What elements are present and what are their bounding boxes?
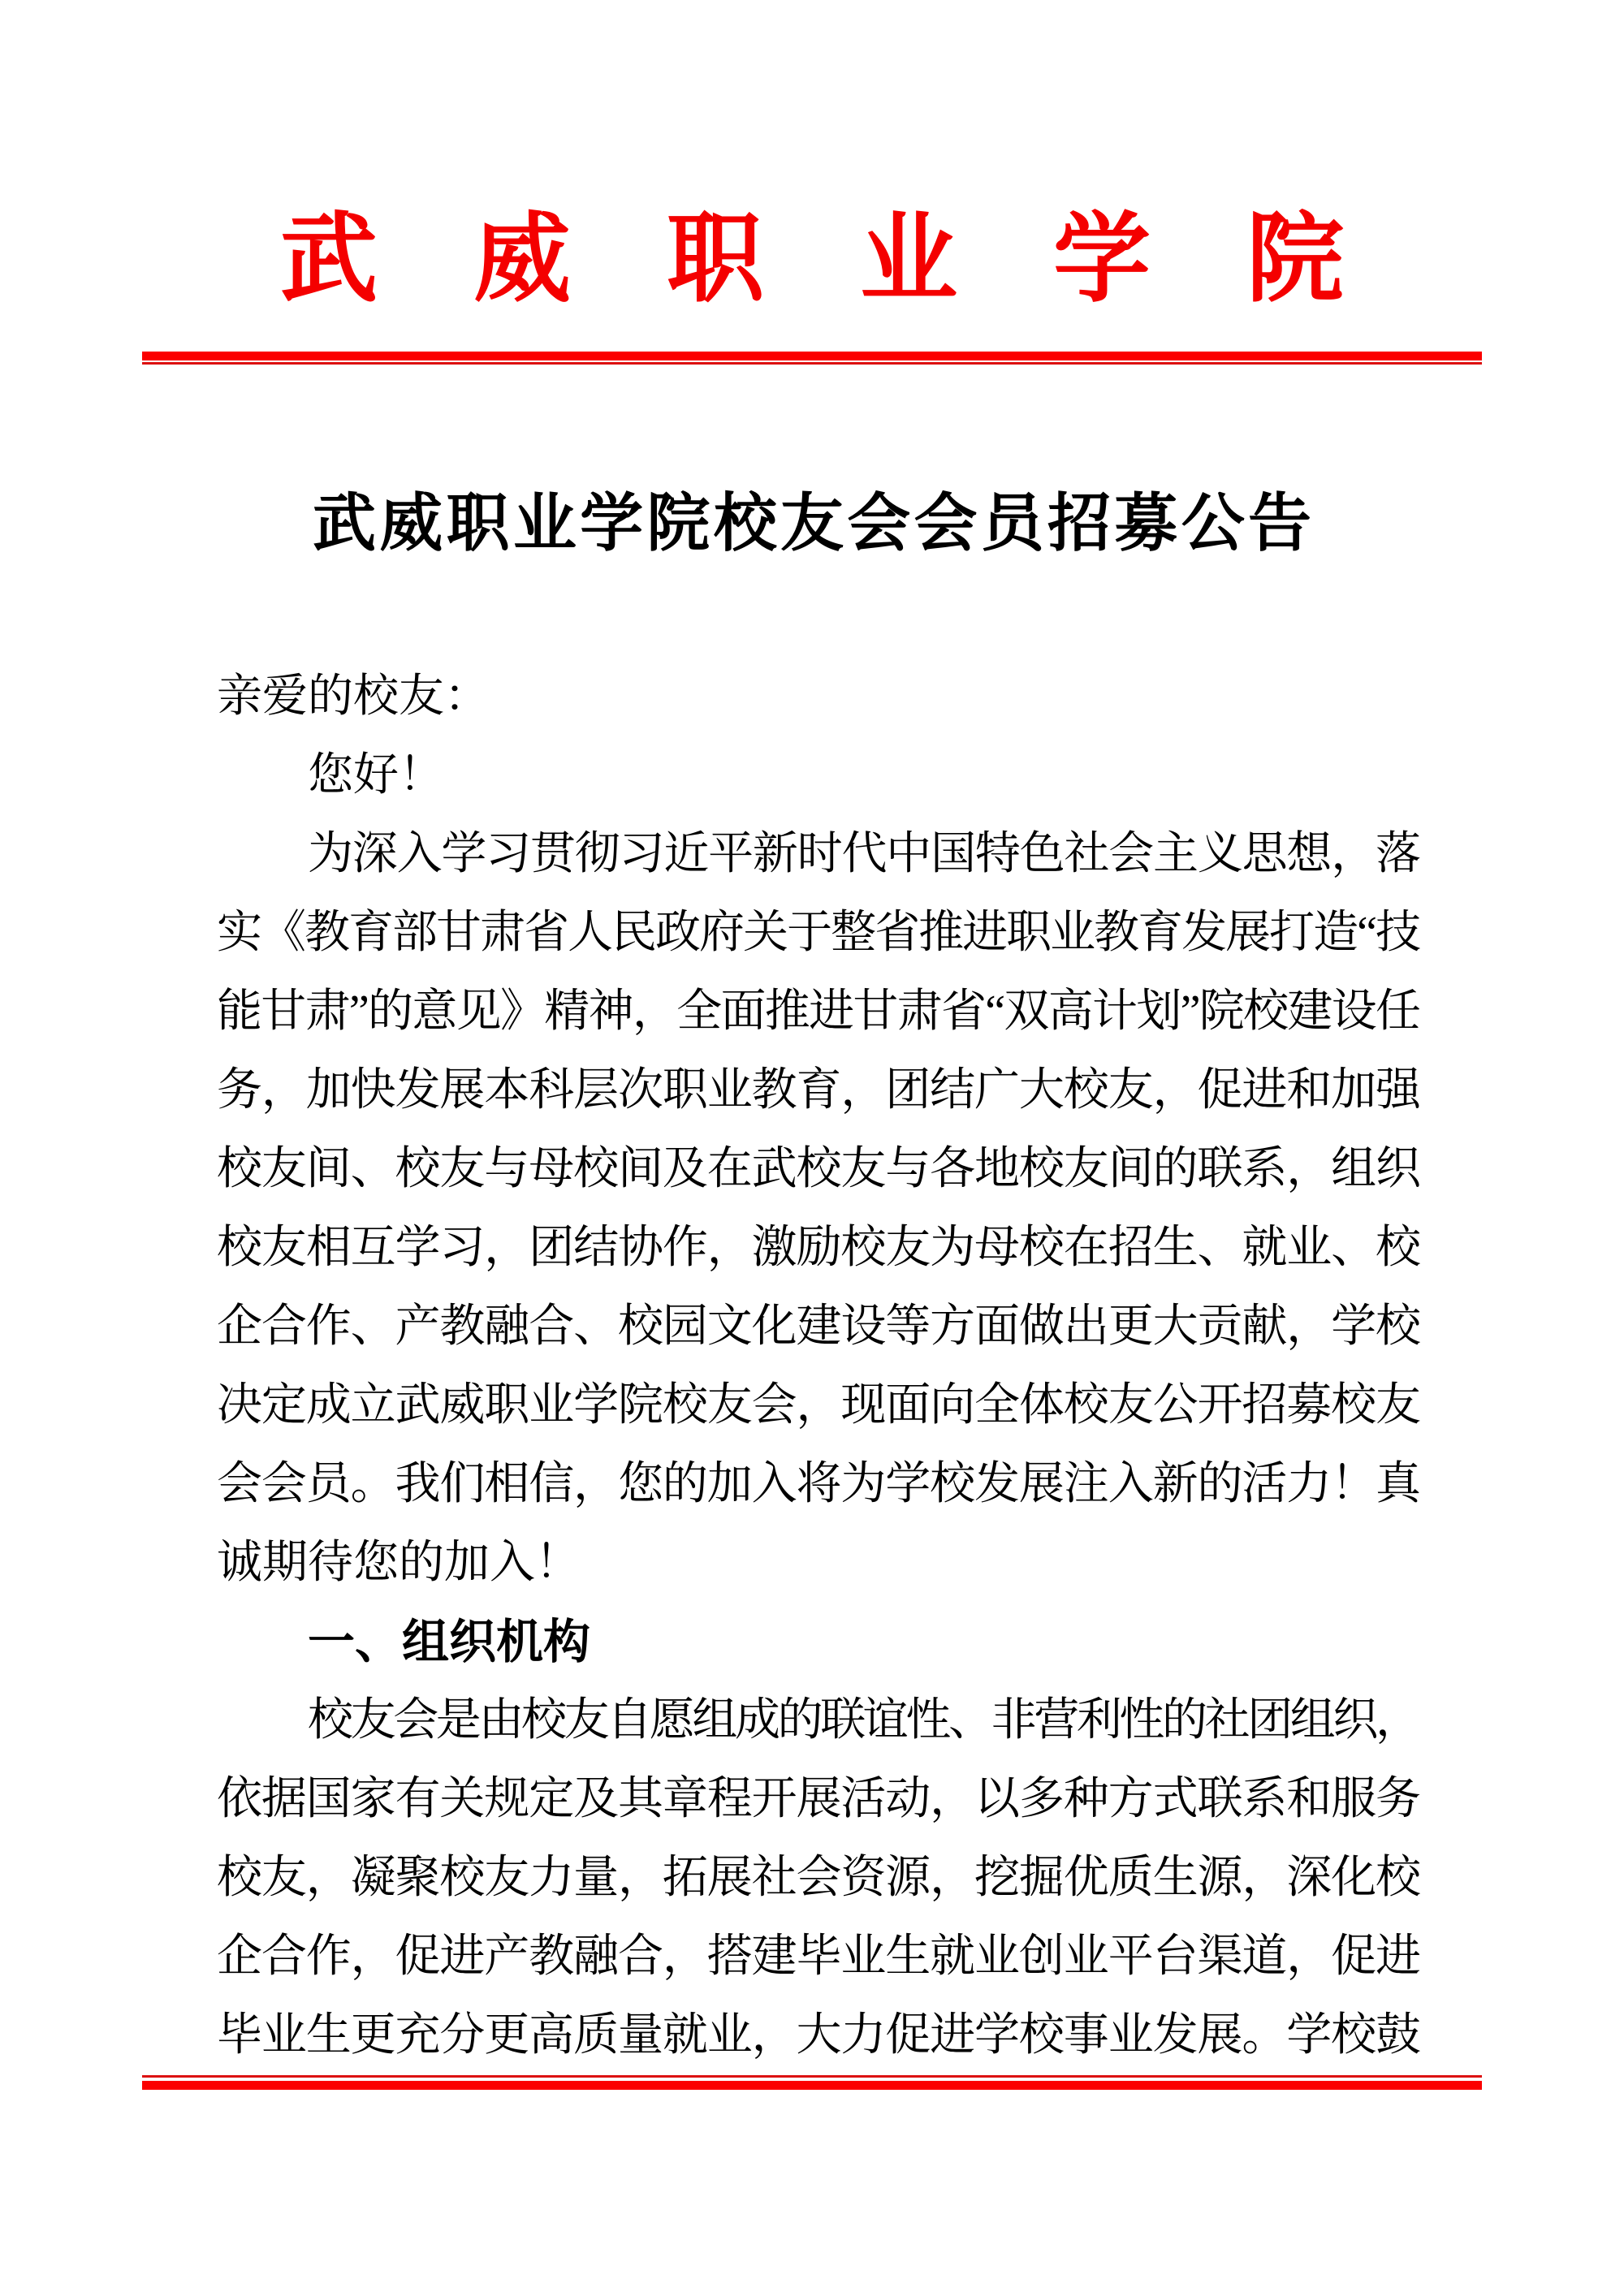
section-heading: 一、组织机构 xyxy=(308,1616,591,1668)
header-divider-thick-line xyxy=(142,352,1482,360)
header-divider xyxy=(142,352,1482,365)
paragraph-line: 企合作，促进产教融合，搭建毕业生就业创业平台渠道，促进 xyxy=(217,1931,1420,1982)
paragraph-line: 企合作、产教融合、校园文化建设等方面做出更大贡献，学校 xyxy=(217,1301,1420,1352)
paragraph-line: 能甘肃”的意见》精神，全面推进甘肃省“双高计划”院校建设任 xyxy=(217,986,1420,1037)
salutation: 亲爱的校友： xyxy=(217,671,490,722)
paragraph-line: 决定成立武威职业学院校友会，现面向全体校友公开招募校友 xyxy=(217,1380,1420,1431)
paragraph-line: 校友，凝聚校友力量，拓展社会资源，挖掘优质生源，深化校 xyxy=(217,1853,1420,1903)
paragraph-line: 实《教育部甘肃省人民政府关于整省推进职业教育发展打造“技 xyxy=(217,908,1420,958)
footer-divider-thick-line xyxy=(142,2081,1482,2090)
header-divider-thin-line xyxy=(142,362,1482,365)
paragraph-line: 依据国家有关规定及其章程开展活动，以多种方式联系和服务 xyxy=(217,1774,1420,1824)
announcement-body xyxy=(217,658,1421,2075)
paragraph-line: 诚期待您的加入！ xyxy=(217,1538,581,1588)
paragraph-line: 毕业生更充分更高质量就业，大力促进学校事业发展。学校鼓 xyxy=(217,2010,1420,2061)
paragraph-line: 务，加快发展本科层次职业教育，团结广大校友，促进和加强 xyxy=(217,1065,1420,1116)
announcement-title: 武威职业学院校友会会员招募公告 xyxy=(313,488,1315,559)
greeting: 您好！ xyxy=(308,750,444,801)
footer-divider xyxy=(142,2075,1482,2090)
paragraph-line: 会会员。我们相信，您的加入将为学校发展注入新的活力！真 xyxy=(217,1459,1420,1509)
paragraph-line: 为深入学习贯彻习近平新时代中国特色社会主义思想，落 xyxy=(308,829,1420,879)
paragraph-line: 校友相互学习，团结协作，激励校友为母校在招生、就业、校 xyxy=(217,1223,1420,1273)
letterhead-school-name: 武威职业学院 xyxy=(280,205,1440,313)
paragraph-line: 校友间、校友与母校间及在武校友与各地校友间的联系，组织 xyxy=(217,1144,1420,1194)
paragraph-line: 校友会是由校友自愿组成的联谊性、非营利性的社团组织， xyxy=(308,1695,1419,1746)
